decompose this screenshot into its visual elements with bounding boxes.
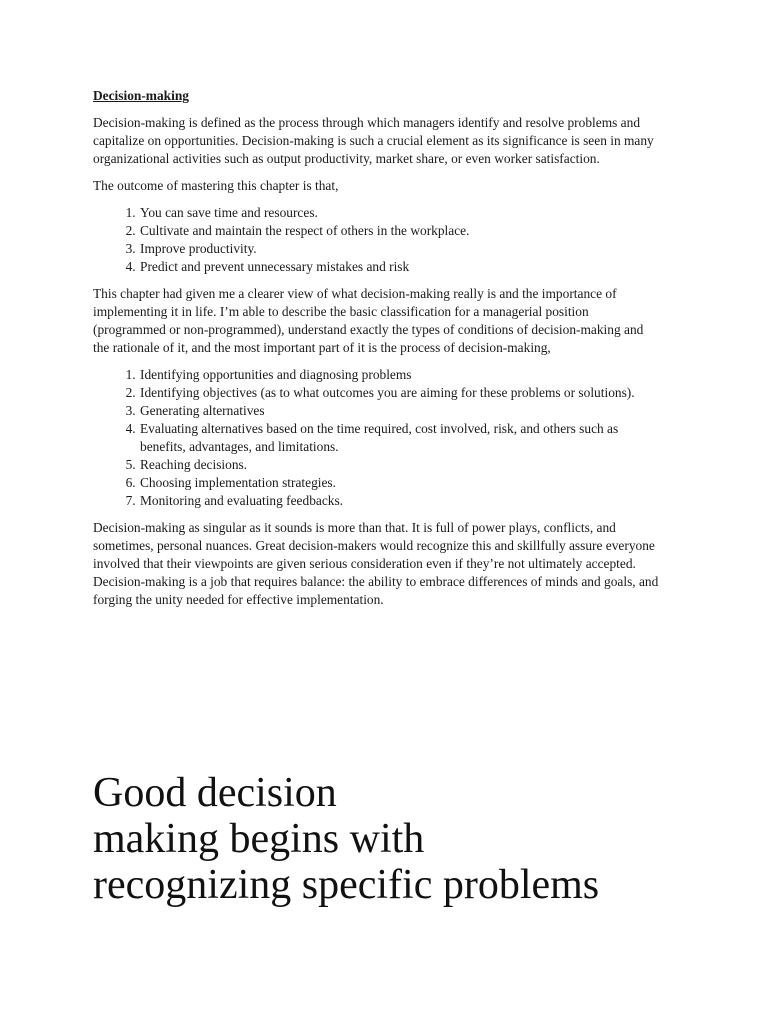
- conclusion-paragraph: Decision-making as singular as it sounds is more than that. It is full of power plays, conflicts, and sometimes, personal nuances. Great decision-makers would recognize this and skillfully assure everyone involved that their viewpoints are given serious consideration even if they’re not ultimately accepted. Decision-making is a job that requires balance: the ability to embrace differences of minds and goals, and forging the unity needed for effective implementation.: [93, 520, 659, 607]
- intro-paragraph: Decision-making is defined as the process through which managers identify and resolve problems and capitalize on opportunities. Decision-making is such a crucial element as its significance is seen in many organizational activities such as output productivity, market share, or even worker satisfaction.: [93, 115, 654, 166]
- outcome-lead-paragraph: The outcome of mastering this chapter is that,: [93, 178, 339, 193]
- list-item: 1. Identifying opportunities and diagnosing problems: [139, 366, 663, 384]
- pull-quote-line: recognizing specific problems: [93, 862, 600, 908]
- outcomes-list: [93, 204, 663, 276]
- process-steps-list: [93, 366, 663, 510]
- pull-quote-line: Good decision: [93, 770, 337, 816]
- pull-quote: [93, 770, 713, 908]
- section-heading: Decision-making: [93, 88, 189, 103]
- list-item: 2. Cultivate and maintain the respect of others in the workplace.: [139, 222, 663, 240]
- list-item: 6. Choosing implementation strategies.: [139, 474, 663, 492]
- pull-quote-line: making begins with: [93, 816, 425, 862]
- list-item: 2. Identifying objectives (as to what outcomes you are aiming for these problems or solutions).: [139, 384, 663, 402]
- document-body: [93, 87, 663, 618]
- list-item: 4. Predict and prevent unnecessary mistakes and risk: [139, 258, 663, 276]
- list-item: 4. Evaluating alternatives based on the time required, cost involved, risk, and others such as benefits, advantages, and limitations.: [139, 420, 663, 456]
- list-item: 1. You can save time and resources.: [139, 204, 663, 222]
- list-item: 3. Generating alternatives: [139, 402, 663, 420]
- list-item: 7. Monitoring and evaluating feedbacks.: [139, 492, 663, 510]
- reflection-paragraph: This chapter had given me a clearer view of what decision-making really is and the importance of implementing it in life. I’m able to describe the basic classification for a managerial position (programmed or non-programmed), understand exactly the types of conditions of decision-making and the rationale of it, and the most important part of it is the process of decision-making,: [93, 286, 644, 355]
- list-item: 5. Reaching decisions.: [139, 456, 663, 474]
- list-item: 3. Improve productivity.: [139, 240, 663, 258]
